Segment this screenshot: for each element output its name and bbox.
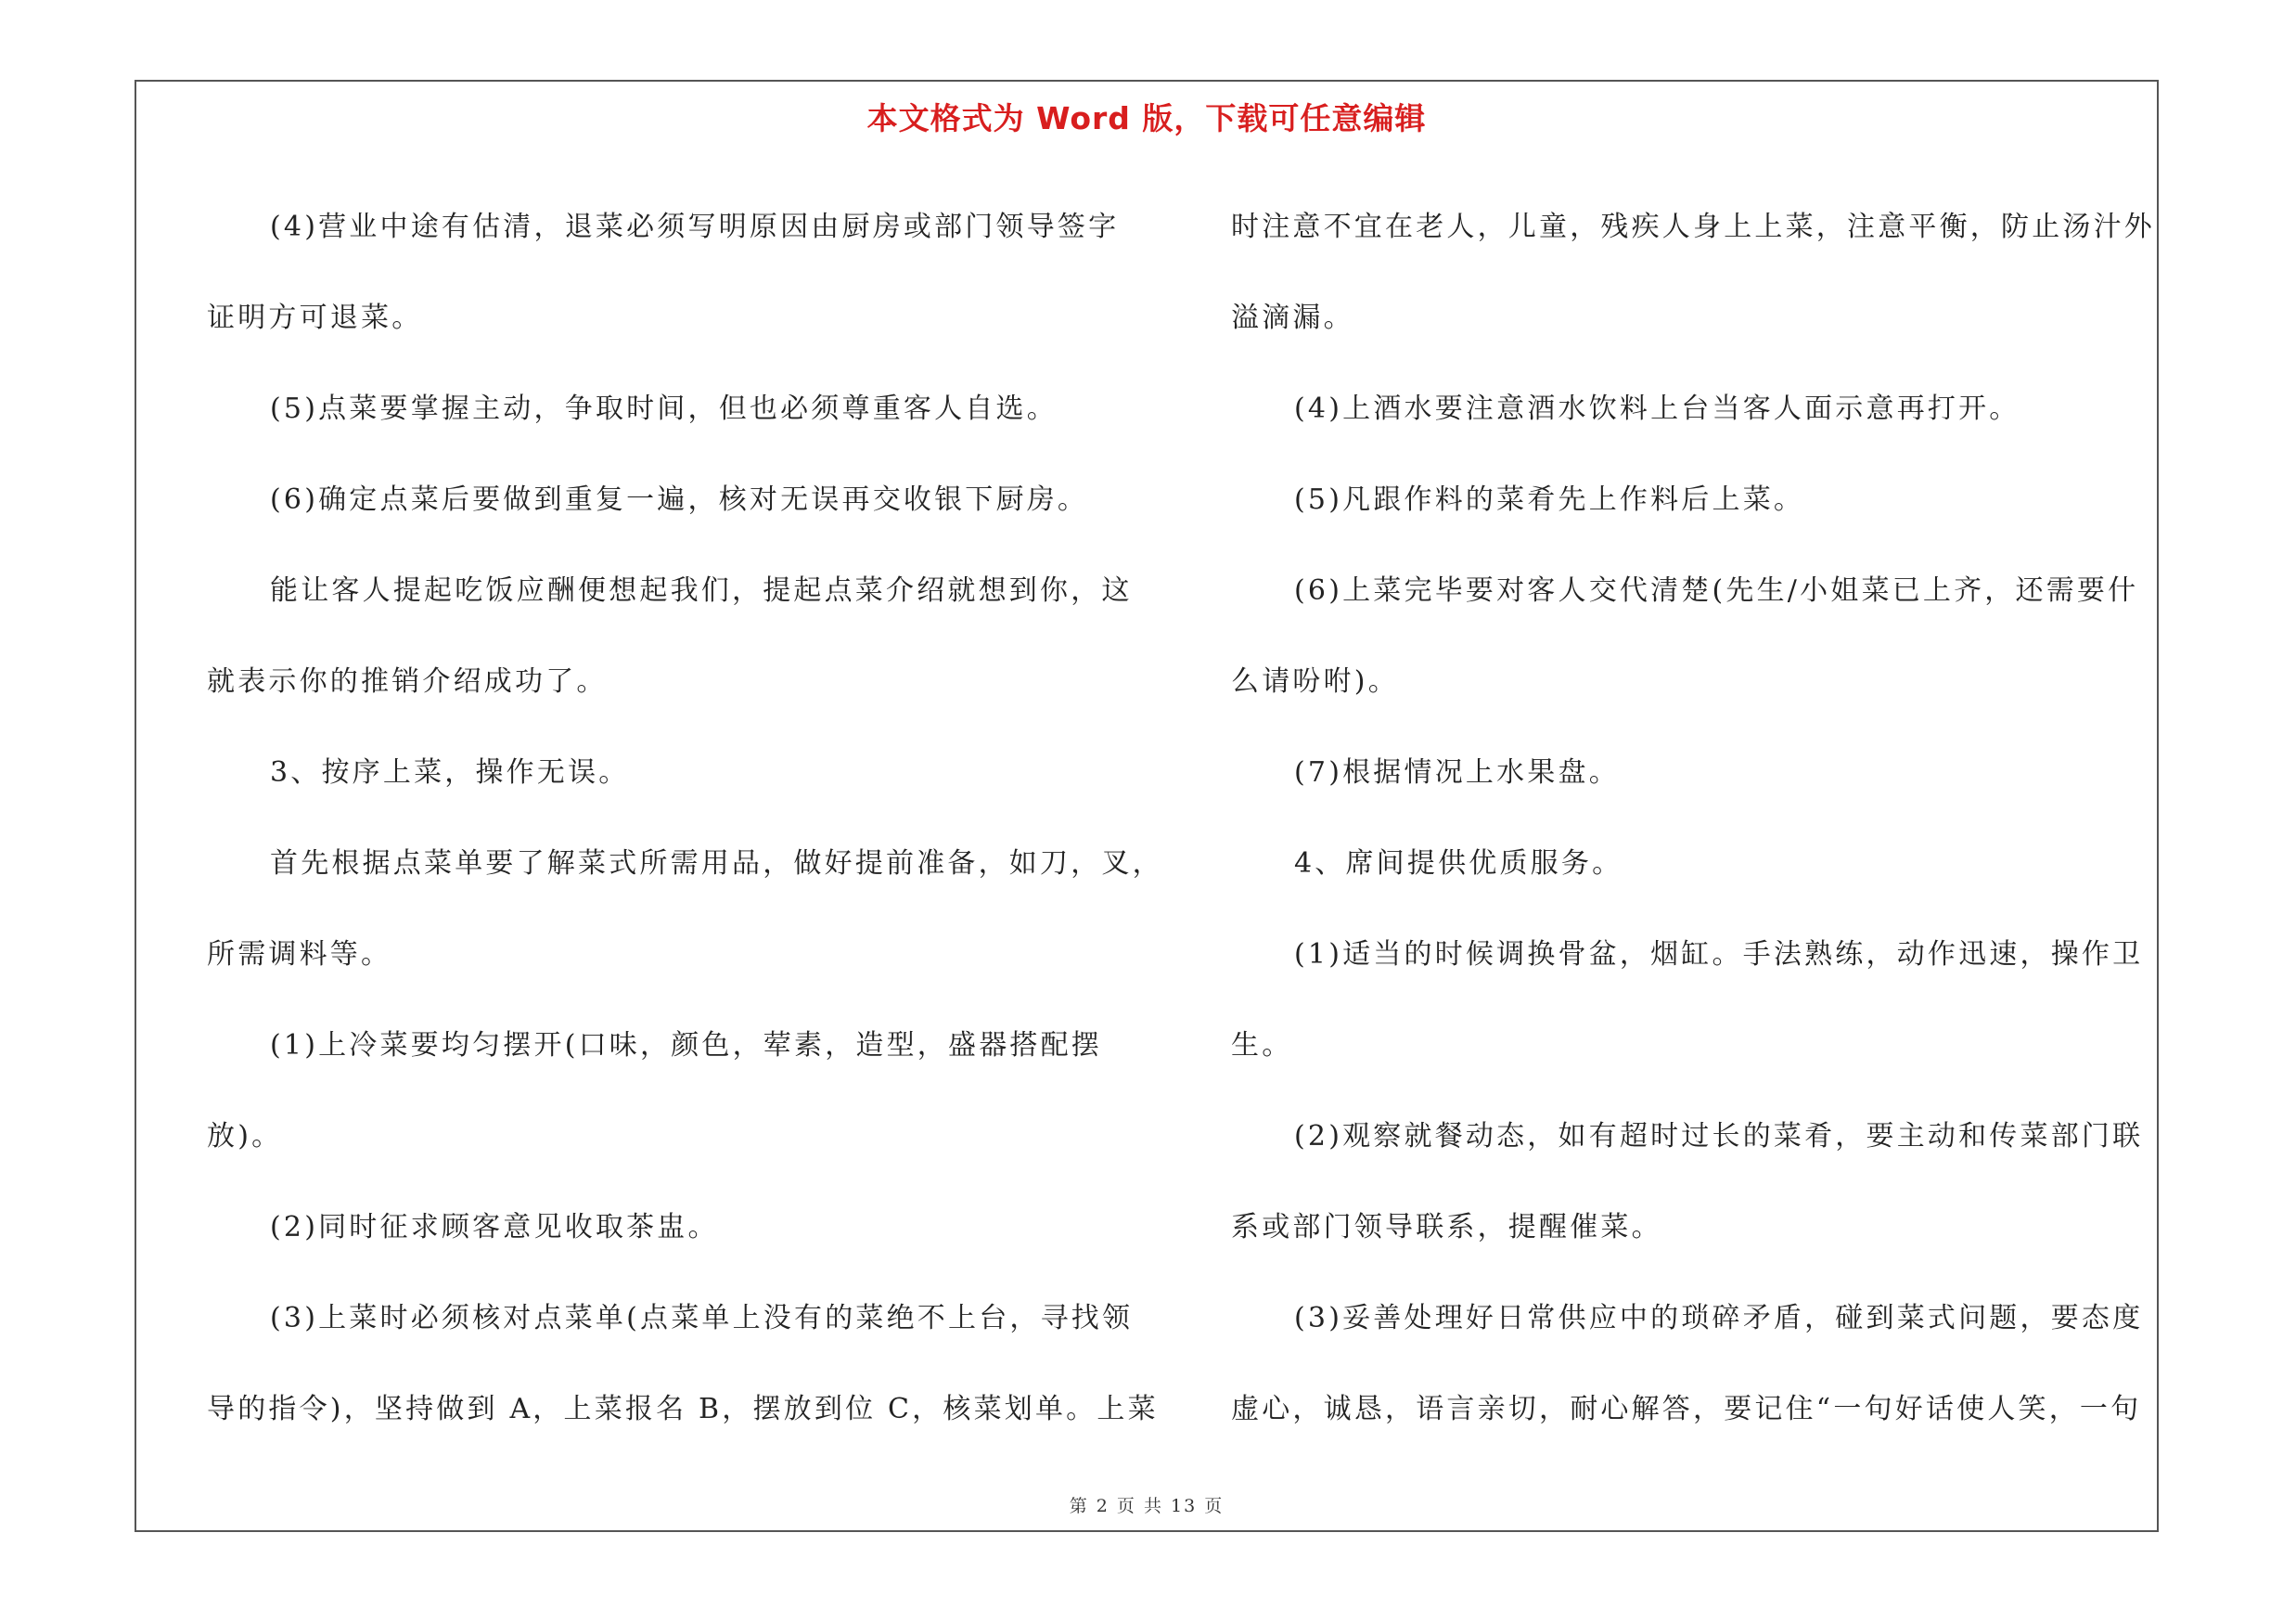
left-column bbox=[207, 182, 1163, 1455]
text-line: 放)。 bbox=[207, 1120, 283, 1153]
text-line: 生。 bbox=[1231, 1029, 1293, 1062]
text-line: 就表示你的推销介绍成功了。 bbox=[207, 665, 608, 698]
text-line: (6)上菜完毕要对客人交代清楚(先生/小姐菜已上齐，还需要什 bbox=[1294, 574, 2139, 607]
text-line: (7)根据情况上水果盘。 bbox=[1294, 756, 1620, 789]
text-line: 系或部门领导联系，提醒催菜。 bbox=[1231, 1211, 1662, 1243]
text-line: (4)营业中途有估清，退菜必须写明原因由厨房或部门领导签字 bbox=[270, 211, 1120, 243]
text-line: (5)点菜要掌握主动，争取时间，但也必须尊重客人自选。 bbox=[270, 393, 1058, 425]
text-line: (3)妥善处理好日常供应中的琐碎矛盾，碰到菜式问题，要态度 bbox=[1294, 1302, 2144, 1334]
text-line: (1)上冷菜要均匀摆开(口味，颜色，荤素，造型，盛器搭配摆 bbox=[270, 1029, 1102, 1062]
text-line: (3)上菜时必须核对点菜单(点菜单上没有的菜绝不上台，寻找领 bbox=[270, 1302, 1134, 1334]
text-line: (1)适当的时候调换骨盆，烟缸。手法熟练，动作迅速，操作卫 bbox=[1294, 938, 2144, 971]
section-heading: 4、席间提供优质服务。 bbox=[1294, 847, 1623, 880]
text-line: 能让客人提起吃饭应酬便想起我们，提起点菜介绍就想到你，这 bbox=[270, 574, 1133, 607]
page-number: 第 2 页 共 13 页 bbox=[1069, 1496, 1225, 1516]
text-line: (2)同时征求顾客意见收取茶盅。 bbox=[270, 1211, 719, 1243]
text-line: (5)凡跟作料的菜肴先上作料后上菜。 bbox=[1294, 483, 1805, 516]
text-line: (2)观察就餐动态，如有超时过长的菜肴，要主动和传菜部门联 bbox=[1294, 1120, 2144, 1153]
text-line: 时注意不宜在老人，儿童，残疾人身上上菜，注意平衡，防止汤汁外 bbox=[1231, 211, 2155, 243]
right-column bbox=[1231, 182, 2159, 1455]
text-line: 溢滴漏。 bbox=[1231, 302, 1354, 334]
text-line: 虚心，诚恳，语言亲切，耐心解答，要记住“一句好话使人笑，一句 bbox=[1231, 1393, 2142, 1425]
text-line: 首先根据点菜单要了解菜式所需用品，做好提前准备，如刀，叉， bbox=[270, 847, 1163, 880]
section-heading: 3、按序上菜，操作无误。 bbox=[270, 756, 630, 789]
text-line: 所需调料等。 bbox=[207, 938, 392, 971]
format-banner: 本文格式为 Word 版，下载可任意编辑 bbox=[866, 100, 1427, 136]
text-line: (4)上酒水要注意酒水饮料上台当客人面示意再打开。 bbox=[1294, 393, 2020, 425]
text-line: 导的指令)，坚持做到 A，上菜报名 B，摆放到位 C，核菜划单。上菜 bbox=[207, 1393, 1159, 1425]
text-line: 么请吩咐)。 bbox=[1231, 665, 1399, 698]
text-line: (6)确定点菜后要做到重复一遍，核对无误再交收银下厨房。 bbox=[270, 483, 1089, 516]
text-line: 证明方可退菜。 bbox=[207, 302, 423, 334]
page-frame bbox=[135, 80, 2159, 1532]
